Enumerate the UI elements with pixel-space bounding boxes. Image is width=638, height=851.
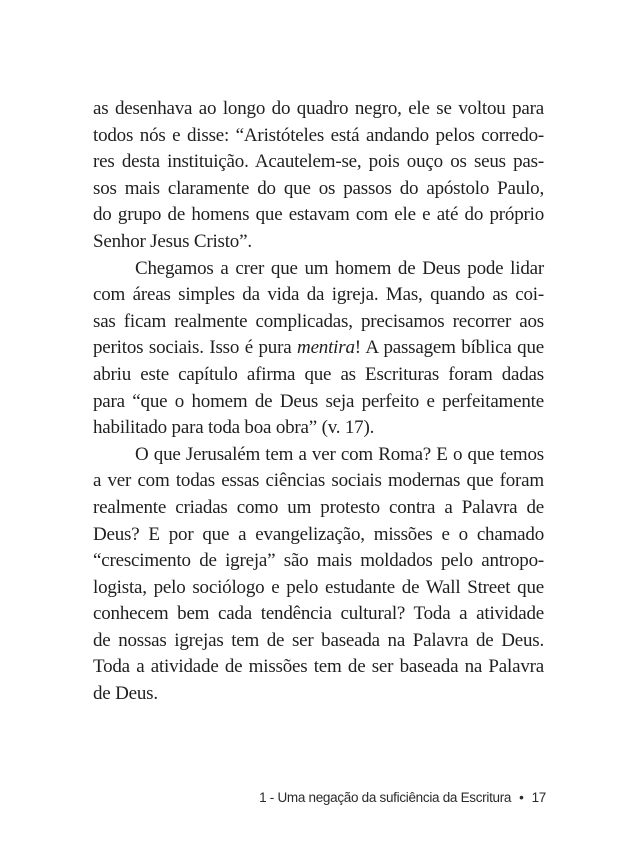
text-line: as desenhava ao longo do quadro negro, ele se voltou para: [93, 98, 544, 119]
text-line: abriu este capítulo afirma que as Escrituras foram dadas: [93, 363, 544, 385]
text-line: Senhor Jesus Cristo”.: [93, 230, 252, 252]
text-line: Toda a atividade de missões tem de ser baseada na Palavra: [93, 656, 544, 678]
page-footer: [259, 790, 546, 805]
text-line: todos nós e disse: “Aristóteles está andando pelos corredo-: [93, 124, 544, 146]
text-line: sos mais claramente do que os passos do apóstolo Paulo,: [93, 177, 544, 199]
text-line: habilitado para toda boa obra” (v. 17).: [93, 417, 375, 439]
text-line: res desta instituição. Acautelem-se, pois ouço os seus pas-: [93, 151, 544, 173]
text-line: Deus? E por que a evangelização, missões e o chamado: [93, 523, 544, 545]
body-text: [93, 96, 544, 708]
paragraph-start-line: Chegamos a crer que um homem de Deus pode lidar: [135, 257, 544, 279]
paragraph-start-line: O que Jerusalém tem a ver com Roma? E o que temos: [135, 443, 544, 465]
emphasized-word: mentira: [297, 337, 355, 359]
text-line: a ver com todas essas ciências sociais modernas que foram: [93, 470, 544, 492]
running-chapter-title: 1 - Uma negação da suficiência da Escritura: [259, 790, 512, 805]
text-line: conhecem bem cada tendência cultural? Toda a atividade: [93, 603, 544, 625]
text-line: do grupo de homens que estavam com ele e até do próprio: [93, 204, 544, 226]
text-line: com áreas simples da vida da igreja. Mas, quando as coi-: [93, 284, 544, 306]
text-line: realmente criadas como um protesto contra a Palavra de: [93, 496, 544, 518]
text-line: sas ficam realmente complicadas, precisamos recorrer aos: [93, 310, 544, 332]
text-line: “crescimento de igreja” são mais moldados pelo antropo-: [93, 550, 544, 572]
text-line: de Deus.: [93, 683, 158, 705]
page-number: 17: [531, 790, 546, 805]
text-line: para “que o homem de Deus seja perfeito e perfeitamente: [93, 390, 544, 412]
text-segment: peritos sociais. Isso é pura: [93, 337, 298, 359]
footer-separator: •: [519, 790, 524, 805]
text-segment: ! A passagem bíblica que: [354, 337, 545, 359]
text-line-with-emphasis: [93, 335, 544, 362]
text-line: logista, pelo sociólogo e pelo estudante de Wall Street que: [93, 576, 544, 598]
text-line: de nossas igrejas tem de ser baseada na Palavra de Deus.: [93, 629, 544, 651]
